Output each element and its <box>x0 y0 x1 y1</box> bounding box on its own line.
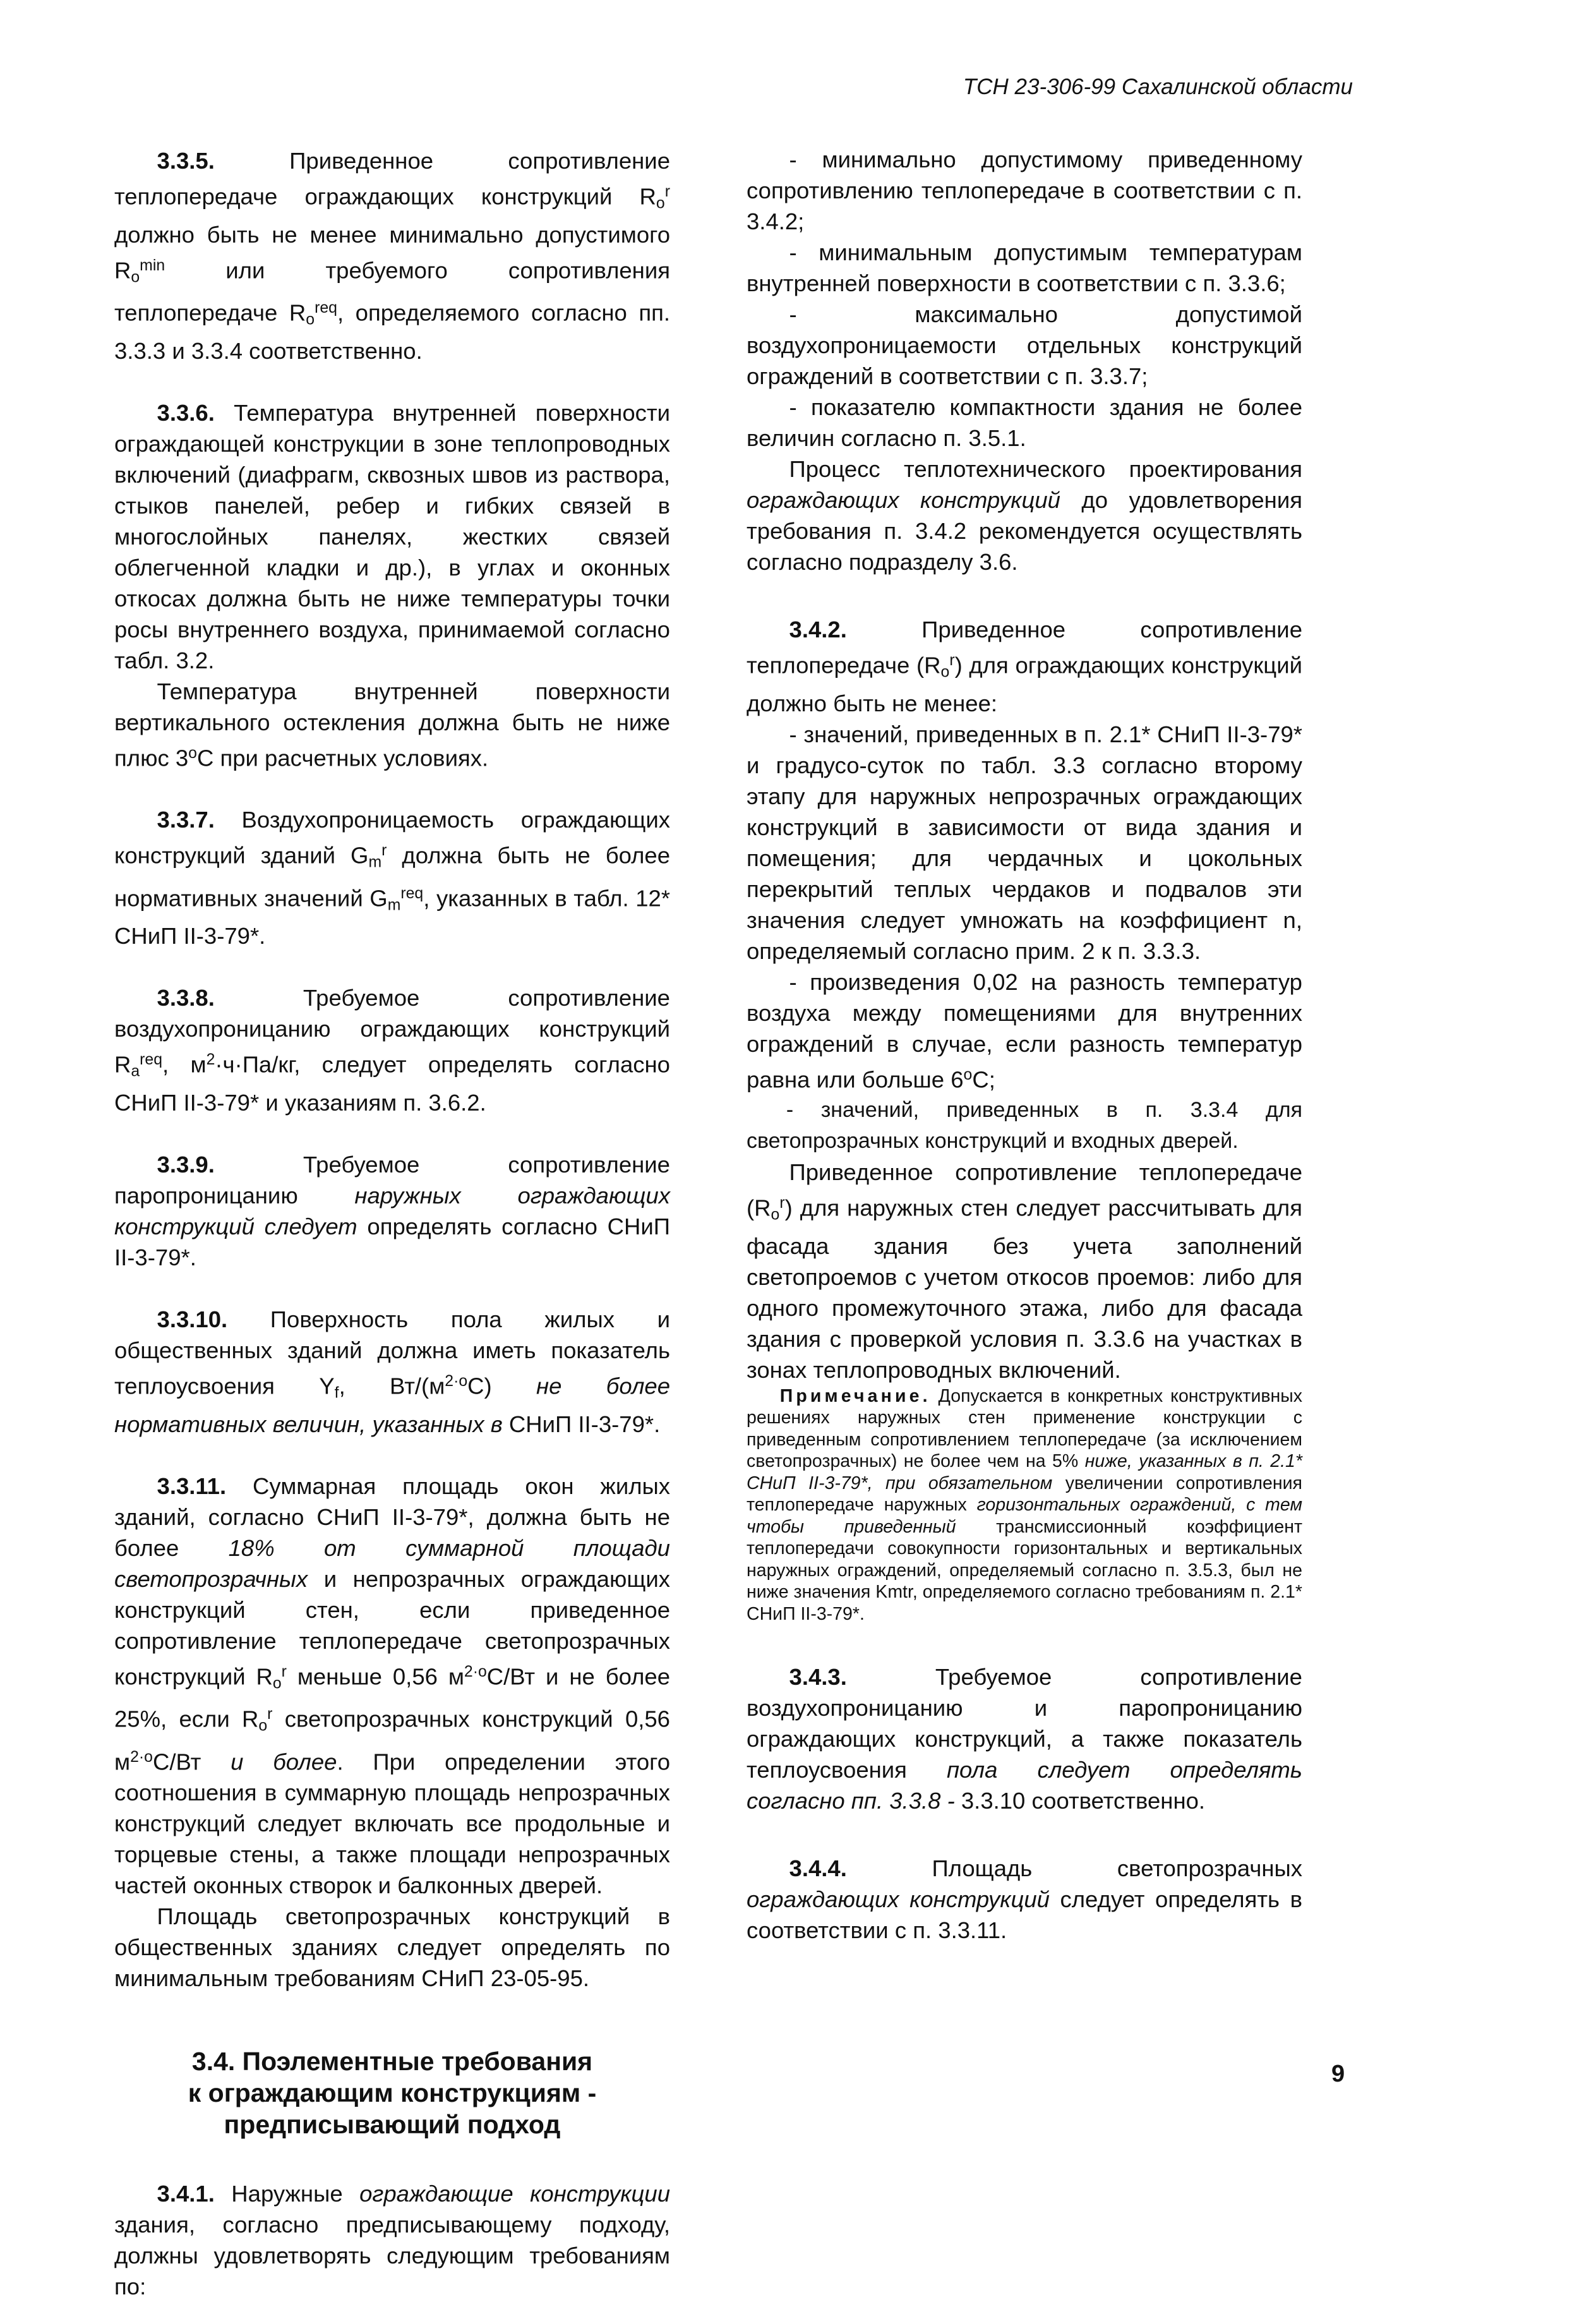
paragraph-3-3-5: 3.3.5. Приведенное сопротивление теплопередаче ограждающих конструкций $R_o^r$ должно быть не менее минимально допустимого $R_o^{min}$ или требуемого сопротивления теплопередаче $R_o^{req}$, определяемого согласно пп. 3.3.3 и 3.3.4 соответственно. <box>114 148 670 364</box>
paragraph-3-3-6-glazing: Температура внутренней поверхности вертикального остекления должна быть не ниже плюс 3$^o$С при расчетных условиях. <box>114 678 670 771</box>
list-item: - значений, приведенных в п. 2.1* СНиП II-3-79* и градусо-суток по табл. 3.3 согласно второму этапу для наружных непрозрачных ограждающих конструкций в зависимости от вида здания и помещения; для чердачных и цокольных перекрытий теплых чердаков и подвалов эти значения следует умножать на коэффициент n, определяемый согласно прим. 2 к п. 3.3.3. <box>747 721 1302 964</box>
clause-number: 3.3.5. <box>157 148 215 174</box>
right-column <box>747 144 1302 1946</box>
clause-number: 3.3.10. <box>157 1306 228 1333</box>
note: Примечание. Допускается в конкретных конструктивных решениях наружных стен применение конструкции с приведенным сопротивлением теплопередаче (за исключением светопрозрачных) не более чем на 5% ниже, указанных в п. 2.1* СНиП II-3-79*, при обязательном увеличении сопротивления теплопередаче наружных горизонтальных ограждений, с тем чтобы приведенный трансмиссионный коэффициент теплопередачи совокупности горизонтальных и вертикальных наружных ограждений, определяемый согласно п. 3.5.3, был не ниже значения Kmtr, определяемого согласно требованиям п. 2.1* СНиП II-3-79*. <box>747 1385 1302 1624</box>
clause-number: 3.4.3. <box>789 1664 847 1690</box>
paragraph-3-4-1: 3.4.1. Наружные ограждающие конструкции здания, согласно предписывающему подходу, должны удовлетворять следующим требованиям по: <box>114 2181 670 2300</box>
paragraph-process: Процесс теплотехнического проектирования ограждающих конструкций до удовлетворения требования п. 3.4.2 рекомендуется осуществлять согласно подразделу 3.6. <box>747 456 1302 575</box>
paragraph-3-4-4: 3.4.4. Площадь светопрозрачных ограждающих конструкций следует определять в соответствии с п. 3.3.11. <box>747 1855 1302 1944</box>
paragraph-3-3-8: 3.3.8. Требуемое сопротивление воздухопроницанию ограждающих конструкций $R_a^{req}$, $м^2\cdot ч\cdot Па/кг$, следует определять согласно СНиП II-3-79* и указаниям п. 3.6.2. <box>114 985 670 1116</box>
clause-number: 3.4.1. <box>157 2181 215 2207</box>
paragraph-3-4-3: 3.4.3. Требуемое сопротивление воздухопроницанию и паропроницанию ограждающих конструкций, а также показатель теплоусвоения пола следует определять согласно пп. 3.3.8 - 3.3.10 соответственно. <box>747 1664 1302 1814</box>
list-item: - минимально допустимому приведенному сопротивлению теплопередаче в соответствии с п. 3.4.2; <box>747 147 1302 234</box>
page-number: 9 <box>1331 2061 1345 2087</box>
running-header: ТСН 23-306-99 Сахалинской области <box>963 75 1353 99</box>
paragraph-3-4-2: 3.4.2. Приведенное сопротивление теплопередаче $(R_o^r)$ для ограждающих конструкций должно быть не менее: <box>747 617 1302 716</box>
left-column <box>114 145 670 2302</box>
clause-number: 3.3.7. <box>157 807 215 833</box>
clause-number: 3.4.2. <box>789 617 847 642</box>
paragraph-3-3-11: 3.3.11. Суммарная площадь окон жилых зданий, согласно СНиП II-3-79*, должна быть не более 18% от суммарной площади светопрозрачных и непрозрачных ограждающих конструкций стен, если приведенное сопротивление теплопередаче светопрозрачных конструкций $R_o^r$ меньше 0,56 $м^{2\cdot o}С/Вт$ и не более 25%, если $R_o^r$ светопрозрачных конструкций 0,56 $м^{2\cdot o}С/Вт$ и более. При определении этого соотношения в суммарную площадь непрозрачных конструкций следует включать все продольные и торцевые стены, а также площади непрозрачных частей оконных створок и балконных дверей. <box>114 1473 670 1899</box>
paragraph-3-3-9: 3.3.9. Требуемое сопротивление паропроницанию наружных ограждающих конструкций следует определять согласно СНиП II-3-79*. <box>114 1152 670 1271</box>
clause-number: 3.3.9. <box>157 1152 215 1178</box>
paragraph-wall-resistance: Приведенное сопротивление теплопередаче $(R_o^r)$ для наружных стен следует рассчитывать для фасада здания без учета заполнений светопроемов с учетом откосов проемов: либо для одного промежуточного этажа, либо для фасада здания с проверкой условия п. 3.3.6 на участках в зонах теплопроводных включений. <box>747 1159 1302 1383</box>
clause-number: 3.3.6. <box>157 399 215 426</box>
list-item: - показателю компактности здания не более величин согласно п. 3.5.1. <box>747 394 1302 451</box>
clause-number: 3.3.11. <box>157 1473 227 1499</box>
list-item: - значений, приведенных в п. 3.3.4 для светопрозрачных конструкций и входных дверей. <box>747 1098 1302 1154</box>
note-label: Примечание. <box>779 1385 931 1406</box>
paragraph-3-3-10: 3.3.10. Поверхность пола жилых и общественных зданий должна иметь показатель теплоусвоения $Y_f$, $Вт/(м^{2\cdot o}С)$ не более нормативных величин, указанных в СНиП II-3-79*. <box>114 1306 670 1437</box>
paragraph-3-3-6: 3.3.6. Температура внутренней поверхности ограждающей конструкции в зоне теплопроводных включений (диафрагм, сквозных швов из раствора, стыков панелей, ребер и гибких связей в многослойных панелях, жестких связей облегченной кладки и др.), в углах и оконных откосах должна быть не ниже температуры точки росы внутреннего воздуха, принимаемой согласно табл. 3.2. <box>114 399 670 673</box>
clause-number: 3.4.4. <box>789 1855 847 1882</box>
paragraph-3-3-11-public: Площадь светопрозрачных конструкций в общественных зданиях следует определять по минимальным требованиям СНиП 23-05-95. <box>114 1903 670 1992</box>
section-heading-3-4: 3.4. Поэлементные требования к ограждающим конструкциям - предписывающий подход <box>188 2047 597 2140</box>
clause-number: 3.3.8. <box>157 985 215 1011</box>
list-item: - минимальным допустимым температурам внутренней поверхности в соответствии с п. 3.3.6; <box>747 239 1302 296</box>
paragraph-3-3-7: 3.3.7. Воздухопроницаемость ограждающих конструкций зданий $G_m^r$ должна быть не более нормативных значений $G_m^{req}$, указанных в табл. 12* СНиП II-3-79*. <box>114 807 670 949</box>
list-item: - произведения 0,02 на разность температур воздуха между помещениями для внутренних ограждений в случае, если разность температур равна или больше 6$^o$С; <box>747 968 1302 1093</box>
list-item: - максимально допустимой воздухопроницаемости отдельных конструкций ограждений в соответствии с п. 3.3.7; <box>747 301 1302 389</box>
